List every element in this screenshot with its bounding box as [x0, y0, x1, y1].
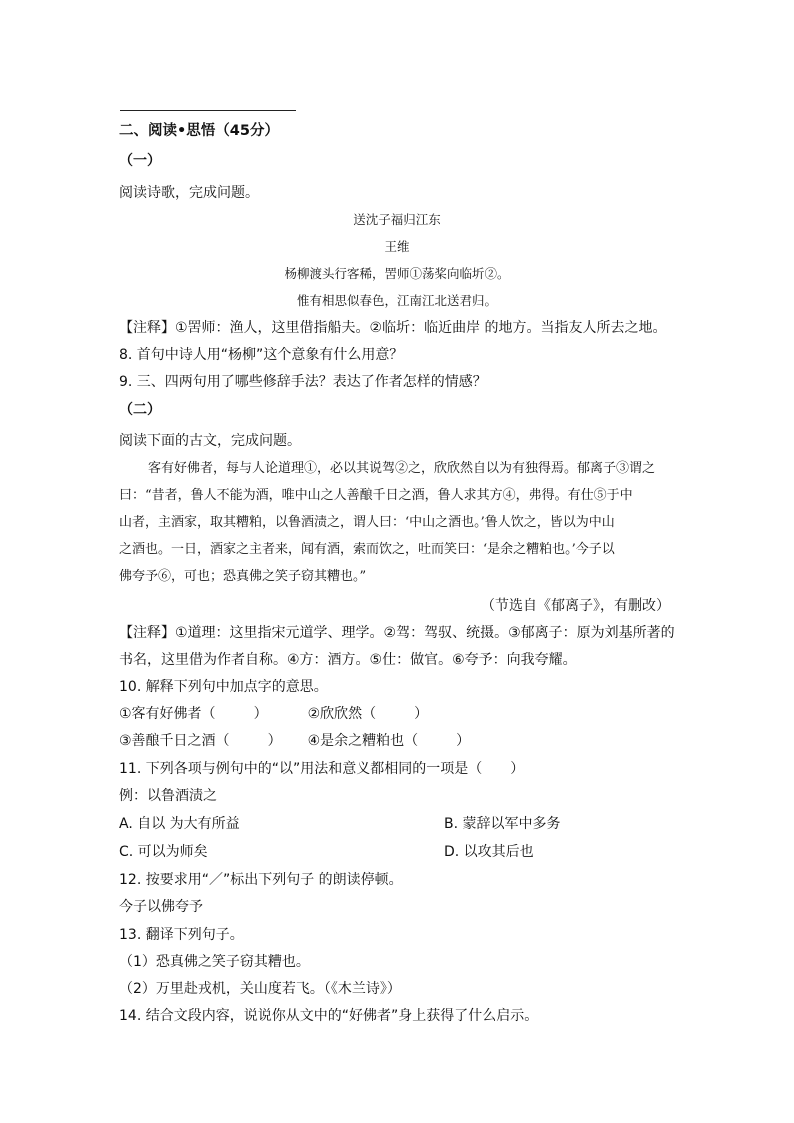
passage-source: （节选自《郁离子》，有删改） — [481, 598, 670, 614]
question-11: 11. 下列各项与例句中的“以”用法和意义都相同的一项是（ ） — [119, 761, 525, 777]
question-11-example: 例：以鲁酒渍之 — [119, 788, 217, 804]
question-12-sentence: 今子以佛夸予 — [119, 899, 203, 915]
passage-line-3: 山者，主酒家，取其糟粕，以鲁酒渍之，谓人曰：‘中山之酒也。’鲁人饮之，皆以为中山 — [119, 515, 615, 530]
q10-item-1-open: ①客有好佛者（ — [119, 706, 216, 722]
q10-item-2-close: ） — [414, 706, 429, 722]
q10-item-4-close: ） — [456, 733, 471, 749]
part2-label: （二） — [119, 402, 161, 418]
part2-note-line-2: 书名，这里借为作者自称。④方：酒方。⑤仕：做官。⑥夸予：向我夸耀。 — [119, 652, 577, 668]
option-c[interactable]: C. 可以为师矣 — [119, 844, 208, 860]
question-10-row-1 — [119, 704, 428, 724]
poem-author: 王维 — [384, 239, 410, 254]
passage-line-5: 佛夸予⑥，可也；恐真佛之笑子窃其糟也。” — [119, 569, 367, 584]
part1-note: 【注释】①罟师：渔人，这里借指船夫。②临圻：临近曲岸 的地方。当指友人所去之地。 — [119, 320, 667, 336]
question-13-item-2: （2）万里赴戎机，关山度若飞。（《木兰诗》） — [119, 981, 401, 997]
question-14: 14. 结合文段内容，说说你从文中的“好佛者”身上获得了什么启示。 — [119, 1008, 539, 1024]
q10-item-2-open: ②欣欣然（ — [307, 706, 377, 722]
part1-instruction: 阅读诗歌，完成问题。 — [119, 185, 259, 201]
question-13-item-1: （1）恐真佛之笑子窃其糟也。 — [119, 954, 310, 970]
header-rule — [120, 110, 296, 111]
question-10-row-2 — [119, 731, 470, 751]
passage-line-1: 客有好佛者，每与人论道理①，必以其说驾②之，欣欣然自以为有独得焉。郁离子③谓之 — [148, 461, 656, 476]
passage-line-4: 之酒也。一日，酒家之主者来，闻有酒，索而饮之，吐而笑曰：‘是余之糟粕也。’今子以 — [119, 542, 615, 557]
part2-note-line-1: 【注释】①道理：这里指宋元道学、理学。②驾：驾驭、统摄。③郁离子：原为刘基所著的 — [119, 625, 675, 641]
passage-line-2: 曰：“昔者，鲁人不能为酒，唯中山之人善酿千日之酒，鲁人求其方④，弗得。有仕⑤于中 — [119, 488, 633, 503]
q10-item-1-close: ） — [253, 706, 268, 722]
poem-title: 送沈子福归江东 — [353, 212, 441, 227]
q10-item-3-close: ） — [267, 733, 282, 749]
question-13: 13. 翻译下列句子。 — [119, 927, 244, 943]
question-9: 9. 三、四两句用了哪些修辞手法？表达了作者怎样的情感？ — [119, 374, 487, 390]
question-12: 12. 按要求用“／”标出下列句子 的朗读停顿。 — [119, 872, 403, 888]
option-a[interactable]: A. 自以 为大有所益 — [119, 816, 240, 832]
question-10: 10. 解释下列句中加点字的意思。 — [119, 679, 328, 695]
option-d[interactable]: D. 以攻其后也 — [444, 844, 534, 860]
poem-line-2: 惟有相思似春色，江南江北送君归。 — [296, 293, 497, 308]
part1-label: （一） — [119, 153, 161, 169]
question-8: 8. 首句中诗人用“杨柳”这个意象有什么用意？ — [119, 347, 404, 363]
poem-line-1: 杨柳渡头行客稀，罟师①荡桨向临圻②。 — [284, 266, 510, 281]
part2-instruction: 阅读下面的古文，完成问题。 — [119, 433, 301, 449]
q10-item-3-open: ③善酿千日之酒（ — [119, 733, 230, 749]
option-b[interactable]: B. 蒙辞以军中多务 — [444, 816, 561, 832]
q10-item-4-open: ④是余之糟粕也（ — [307, 733, 419, 749]
section-title: 二、阅读•思悟（45分） — [119, 123, 279, 139]
